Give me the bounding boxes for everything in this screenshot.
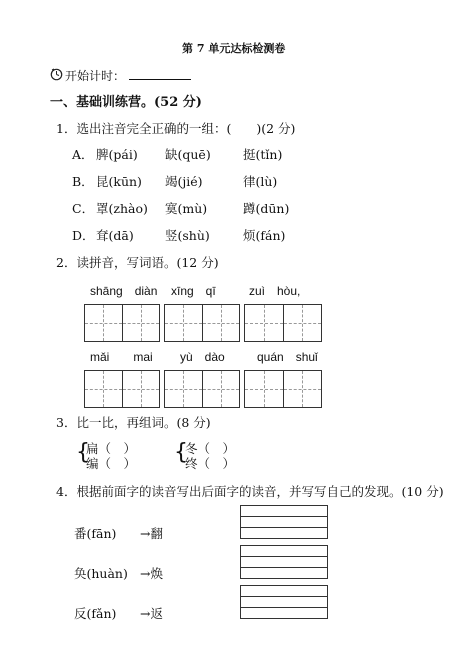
option-word: 罩(zhào): [96, 201, 148, 216]
compare-word: 冬（ ）: [185, 441, 236, 456]
option-letter: D．: [72, 228, 95, 243]
pinyin-label: quán shuǐ: [257, 350, 318, 364]
option-word: 蹲(dūn): [243, 201, 290, 216]
source-char: 反(fǎn): [74, 606, 117, 621]
pinyin-label: yù dào: [180, 350, 225, 364]
page-title: 第 7 单元达标检测卷: [182, 42, 286, 55]
pinyin-label: shāng diàn: [90, 284, 158, 298]
target-char: →翻: [140, 526, 163, 541]
writing-grid[interactable]: [244, 304, 322, 342]
source-char: 番(fān): [74, 526, 117, 541]
compare-word: 编（ ）: [86, 456, 137, 471]
option-word: 脾(pái): [96, 147, 138, 162]
option-letter: A．: [72, 147, 94, 162]
answer-lines[interactable]: [240, 545, 328, 579]
pinyin-label: zuì hòu,: [249, 284, 301, 298]
option-word: 耷(dā): [96, 228, 134, 243]
timer-label: [65, 68, 191, 83]
question-1-prompt: 1．选出注音完全正确的一组：( )(2 分): [56, 121, 296, 136]
question-3-prompt: 3．比一比，再组词。(8 分): [56, 415, 211, 430]
source-char: 奂(huàn): [74, 566, 128, 581]
brace-left: {: [174, 440, 188, 465]
writing-grid[interactable]: [84, 370, 160, 408]
option-letter: B．: [72, 174, 94, 189]
writing-grid[interactable]: [244, 370, 322, 408]
option-word: 竭(jié): [165, 174, 203, 189]
question-2-prompt: 2．读拼音，写词语。(12 分): [56, 255, 219, 270]
option-word: 寞(mù): [165, 201, 208, 216]
compare-word: 终（ ）: [185, 456, 236, 471]
answer-lines[interactable]: [240, 585, 328, 619]
section-heading: 一、基础训练营。(52 分): [50, 95, 202, 110]
option-word: 律(lù): [243, 174, 278, 189]
timer-label-text: 开始计时：: [65, 69, 126, 83]
option-word: 昆(kūn): [96, 174, 142, 189]
question-4-prompt: 4．根据前面字的读音写出后面字的读音，并写写自己的发现。(10 分): [56, 484, 444, 499]
answer-lines[interactable]: [240, 505, 328, 539]
target-char: →焕: [140, 566, 163, 581]
option-word: 缺(quē): [165, 147, 211, 162]
timer-blank[interactable]: [129, 68, 191, 80]
writing-grid[interactable]: [164, 370, 240, 408]
option-letter: C．: [72, 201, 95, 216]
option-word: 烦(fán): [243, 228, 286, 243]
writing-grid[interactable]: [84, 304, 160, 342]
pinyin-label: mǎi mai: [90, 350, 153, 364]
brace-left: {: [76, 440, 90, 465]
writing-grid[interactable]: [164, 304, 240, 342]
pinyin-label: xīng qī: [171, 284, 216, 298]
option-word: 竖(shù): [165, 228, 210, 243]
compare-word: 扁（ ）: [86, 441, 137, 456]
clock-icon: [50, 66, 63, 79]
option-word: 挺(tǐn): [243, 147, 283, 162]
target-char: →返: [140, 606, 163, 621]
